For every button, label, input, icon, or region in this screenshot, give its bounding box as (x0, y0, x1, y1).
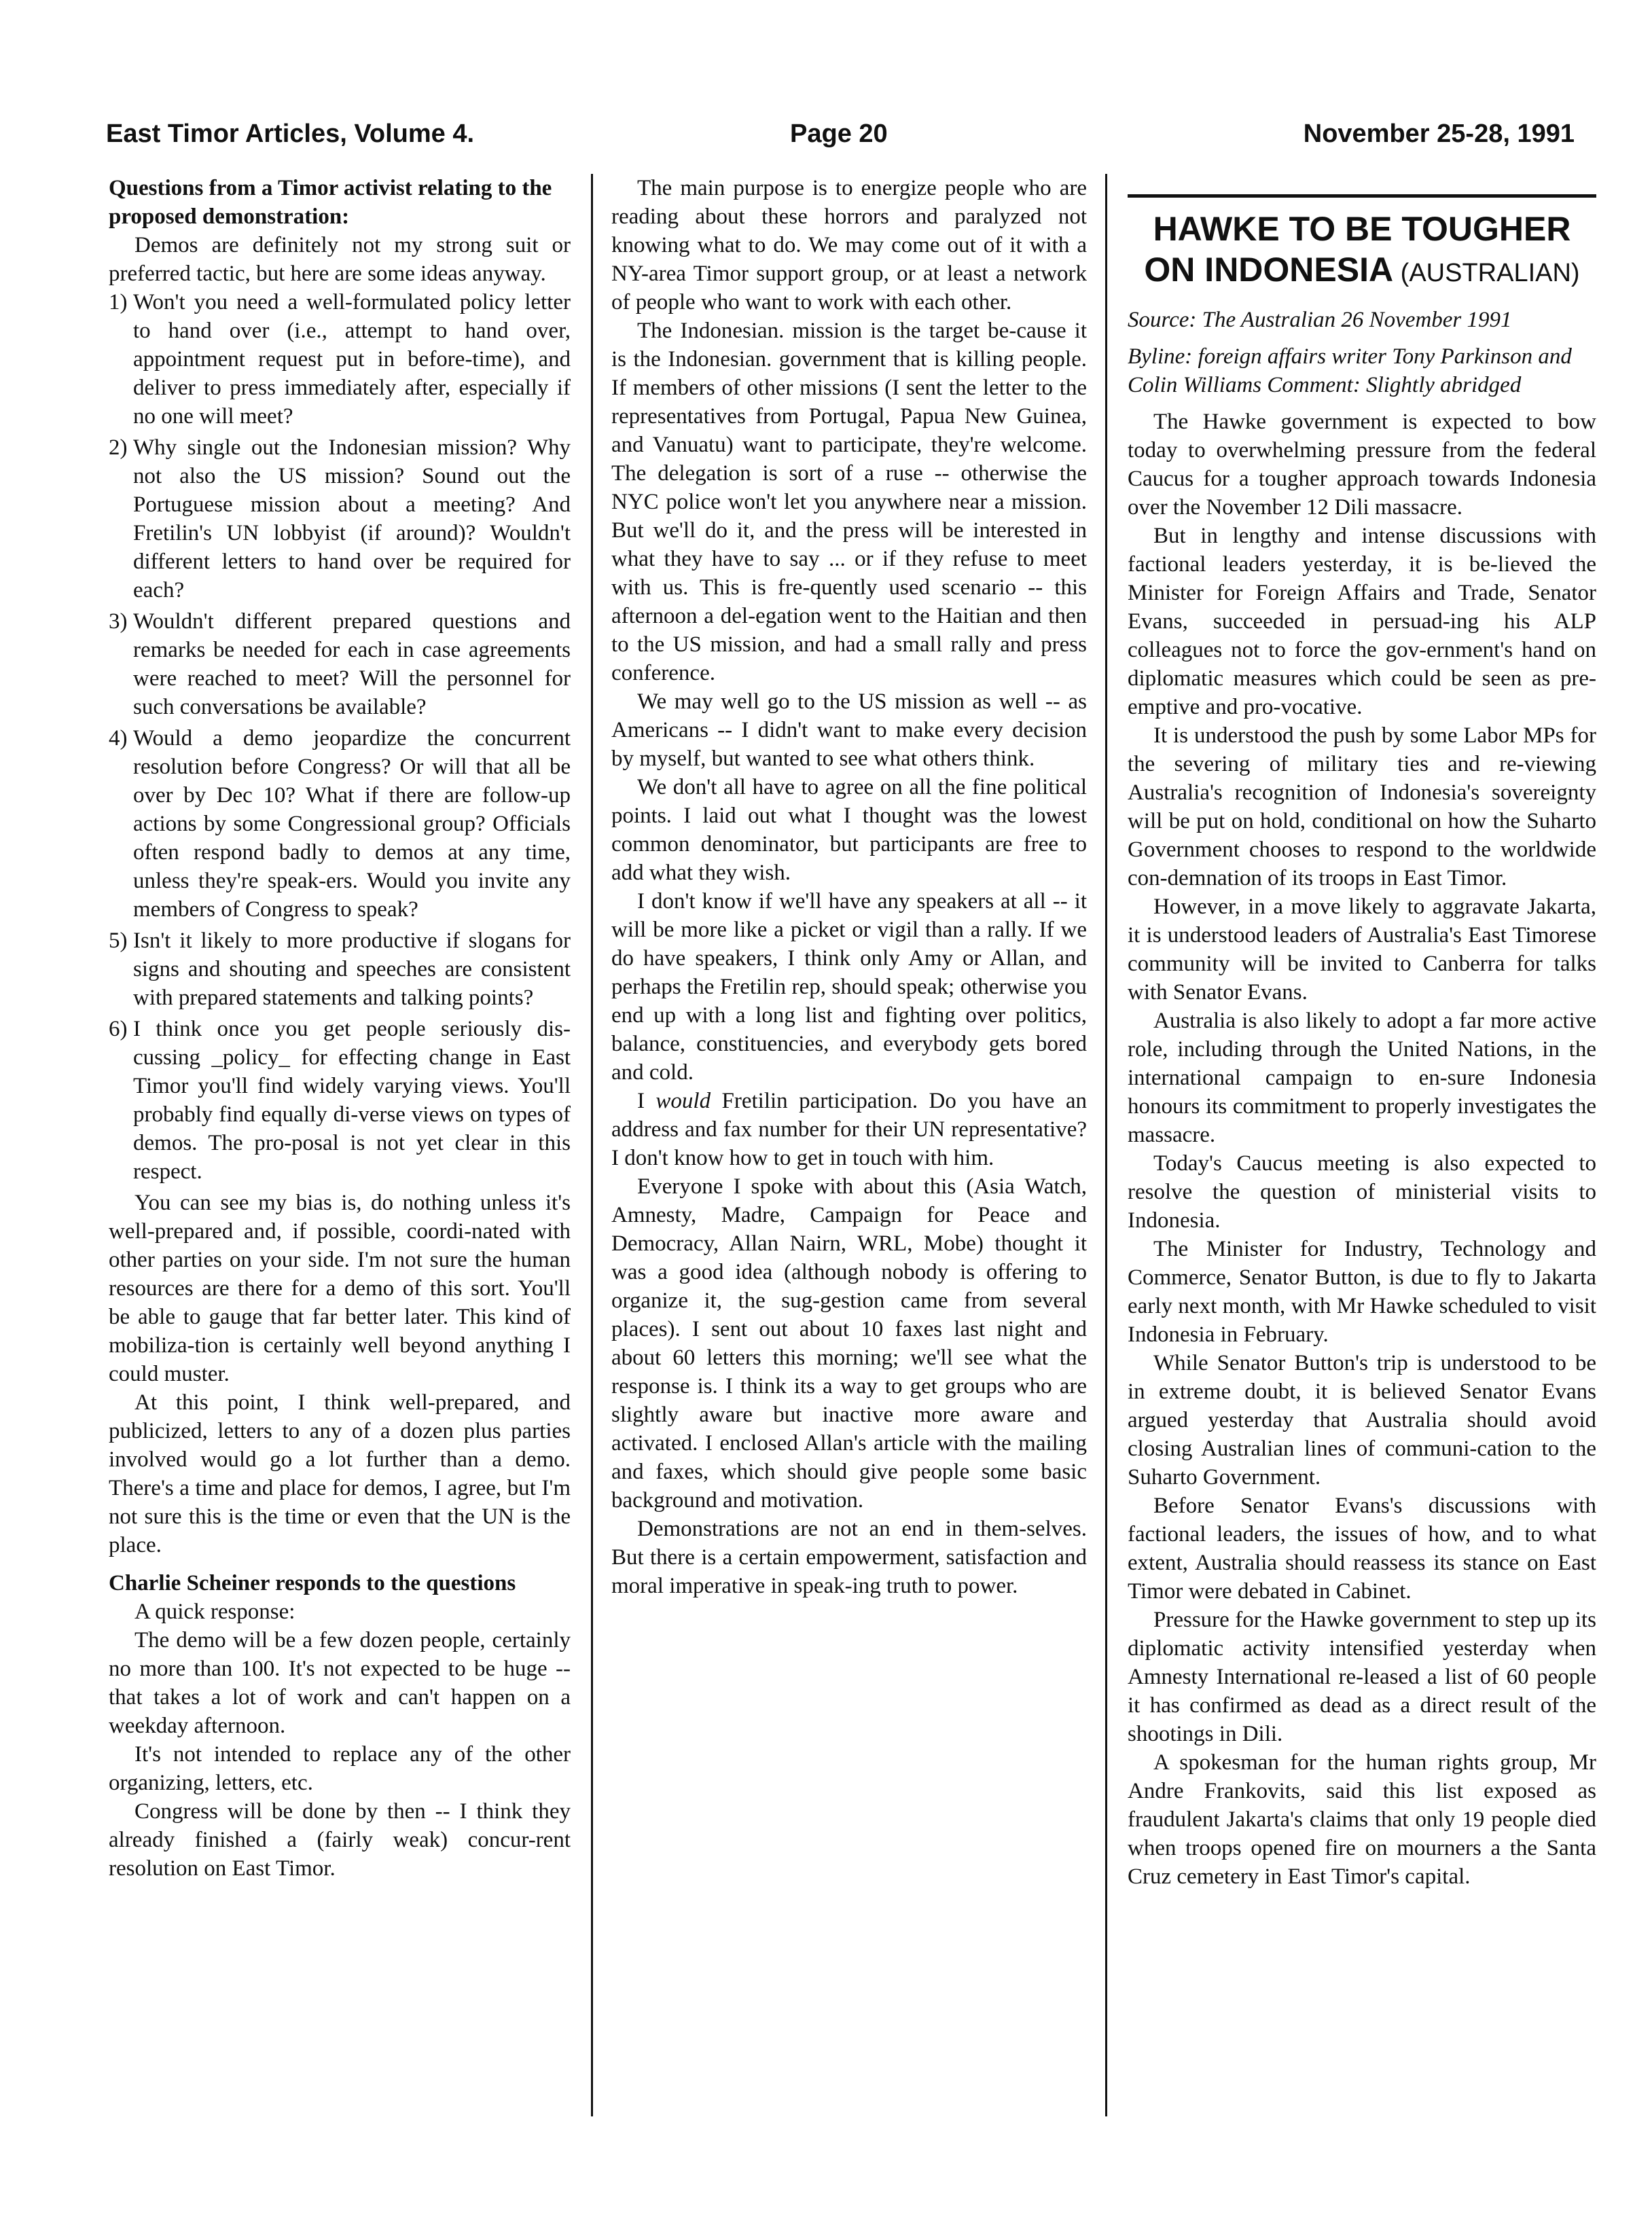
paragraph: The main purpose is to energize people who are reading about these horrors and paralyzed not knowing what to do. We may come out of it with a NY-area Timor support group, or at least a network of people who want to work with each other. (611, 176, 1087, 314)
list-item-number: 1) (109, 290, 128, 314)
list-item (109, 433, 571, 604)
list-item-number: 6) (109, 1017, 128, 1041)
headline-suffix: (AUSTRALIAN) (1393, 259, 1580, 287)
paragraph: Today's Caucus meeting is also expected to resolve the question of ministerial visits to Indonesia. (1128, 1151, 1596, 1233)
article-top-rule (1128, 194, 1596, 198)
column-left (109, 174, 571, 2116)
article-headline (1128, 209, 1596, 293)
list-item (109, 926, 571, 1012)
paragraph: At this point, I think well-prepared, and publicized, letters to any of a dozen plus parties involved would go a lot further than a demo. There's a time and place for demos, I agree, but I'm not sure this is the time or even that the UN is the place. (109, 1390, 571, 1557)
list-item (109, 607, 571, 721)
paragraph: The demo will be a few dozen people, certainly no more than 100. It's not expected to be huge -- that takes a lot of work and can't happen on a weekday afternoon. (109, 1628, 571, 1738)
text-run: Fretilin participation. Do you have an address and fax number for their UN representative? I don't know how to get in touch with him. (611, 1089, 1087, 1170)
list-item (109, 288, 571, 431)
article-byline: Byline: foreign affairs writer Tony Parkinson and Colin Williams Comment: Slightly abridged (1128, 344, 1572, 397)
paragraph: A spokesman for the human rights group, Mr Andre Frankovits, said this list exposed as fraudulent Jakarta's claims that only 19 people died when troops opened fire on mourners a the Santa Cruz cemetery in East Timor's capital. (1128, 1750, 1596, 1889)
emphasis-word: would (656, 1089, 711, 1113)
paragraph: We don't all have to agree on all the fine political points. I laid out what I thought was the lowest common denominator, but participants are free to add what they wish. (611, 775, 1087, 885)
paragraph: While Senator Button's trip is understood to be in extreme doubt, it is believed Senator Evans argued yesterday that Australia should avoid closing Australian lines of communi-cation to the Suharto Government. (1128, 1351, 1596, 1489)
paragraph (611, 1087, 1087, 1172)
paragraph: I don't know if we'll have any speakers at all -- it will be more like a picket or vigil than a rally. If we do have speakers, I think only Amy or Allan, and perhaps the Fretilin rep, should speak; otherwise you end up with a long list and fighting over politics, balance, constituencies, and everybody gets bored and cold. (611, 889, 1087, 1085)
text-run: I (637, 1089, 656, 1113)
paragraph: However, in a move likely to aggravate Jakarta, it is understood leaders of Australia's East Timorese community will be invited to Canberra for talks with Senator Evans. (1128, 895, 1596, 1005)
question-list (109, 288, 571, 1186)
column-right (1128, 174, 1596, 2116)
list-item-text: Would a demo jeopardize the concurrent resolution before Congress? Or will that all be over by Dec 10? What if there are follow-up actions by some Congressional group? Officials often respond badly to demos at any time, unless they're speak-ers. Would you invite any members of Congress to speak? (133, 726, 571, 922)
list-item-text: Isn't it likely to more productive if slogans for signs and shouting and speeches are consistent with prepared statements and talking points? (133, 928, 571, 1010)
paragraph: Everyone I spoke with about this (Asia Watch, Amnesty, Madre, Campaign for Peace and Democracy, Allan Nairn, WRL, Mobe) thought it was a good idea (although nobody is offering to organize it, the sug-gestion came from several places). I sent out about 10 faxes last night and about 60 letters this morning; we'll see what the response is. I think its a way to get groups who are slightly aware but inactive more aware and activated. I enclosed Allan's article with the mailing and faxes, which should give people some basic background and motivation. (611, 1174, 1087, 1513)
paragraph: It is understood the push by some Labor MPs for the severing of military ties and re-viewing Australia's recognition of Indonesia's sovereignty will be put on hold, conditional on how the Suharto Government chooses to respond to the worldwide con-demnation of its troops in East Timor. (1128, 723, 1596, 890)
paragraph: Demonstrations are not an end in them-selves. But there is a certain empowerment, satisfaction and moral imperative in speak-ing truth to power. (611, 1517, 1087, 1598)
page-number: Page 20 (790, 120, 888, 148)
paragraph: Before Senator Evans's discussions with factional leaders, the issues of how, and to what extent, Australia should reassess its stance on East Timor were debated in Cabinet. (1128, 1494, 1596, 1604)
list-item-number: 5) (109, 928, 128, 953)
headline-main: HAWKE TO BE TOUGHER ON INDONESIA (1144, 210, 1571, 289)
paragraph: Congress will be done by then -- I think they already finished a (fairly weak) concur-rent resolution on East Timor. (109, 1799, 571, 1881)
paragraph: Australia is also likely to adopt a far more active role, including through the United Nations, in the international campaign to en-sure Indonesia honours its commitment to properly investigates the massacre. (1128, 1009, 1596, 1147)
article-source: Source: The Australian 26 November 1991 (1128, 308, 1512, 332)
list-item-number: 3) (109, 609, 128, 634)
paragraph: The Indonesian. mission is the target be-cause it is the Indonesian. government that is killing people. If members of other missions (I sent the letter to the representatives from Portugal, Papua New Guinea, and Vanuatu) want to participate, they're welcome. The delegation is sort of a ruse -- otherwise the NYC police won't let you anywhere near a mission. But we'll do it, and the press will be interested in what they have to say ... or if they refuse to meet with us. This is fre-quently used scenario -- this afternoon a del-egation went to the Haitian and then to the US mission, and had a small rally and press conference. (611, 319, 1087, 685)
list-item (109, 1015, 571, 1186)
list-item-number: 2) (109, 435, 128, 460)
list-item-number: 4) (109, 726, 128, 751)
paragraph: Pressure for the Hawke government to step up its diplomatic activity intensified yesterday when Amnesty International re-leased a list of 60 people it has confirmed as dead as a direct result of the shootings in Dili. (1128, 1608, 1596, 1746)
list-item-text: I think once you get people seriously dis-cussing _policy_ for effecting change in East Timor you'll find widely varying views. You'll probably find equally di-verse views on types of demos. The pro-posal is not yet clear in this respect. (133, 1017, 571, 1184)
section-heading-response: Charlie Scheiner responds to the questions (109, 1571, 516, 1595)
list-item-text: Why single out the Indonesian mission? Why not also the US mission? Sound out the Portuguese mission about a meeting? And Fretilin's UN lobbyist (if around)? Wouldn't different letters to hand over be required for each? (133, 435, 571, 602)
paragraph: A quick response: (134, 1600, 295, 1624)
paragraph: The Minister for Industry, Technology and Commerce, Senator Button, is due to fly to Jakarta early next month, with Mr Hawke scheduled to visit Indonesia in February. (1128, 1237, 1596, 1347)
publication-title: East Timor Articles, Volume 4. (106, 120, 475, 148)
column-divider-left (591, 174, 593, 2116)
issue-date: November 25-28, 1991 (1303, 120, 1575, 148)
paragraph: Demos are definitely not my strong suit or preferred tactic, but here are some ideas anyway. (109, 233, 571, 286)
section-heading-questions: Questions from a Timor activist relating to the proposed demonstration: (109, 176, 552, 229)
list-item-text: Wouldn't different prepared questions and remarks be needed for each in case agreements were reached to meet? Will the personnel for such conversations be available? (133, 609, 571, 719)
paragraph: It's not intended to replace any of the other organizing, letters, etc. (109, 1742, 571, 1795)
paragraph: You can see my bias is, do nothing unless it's well-prepared and, if possible, coordi-nated with other parties on your side. I'm not sure the human resources are there for a demo of this sort. You'll be able to gauge that far better later. This kind of mobiliza-tion is certainly well beyond anything I could muster. (109, 1191, 571, 1386)
paragraph: But in lengthy and intense discussions with factional leaders yesterday, it is be-lieved the Minister for Foreign Affairs and Trade, Senator Evans, succeeded in persuad-ing his ALP colleagues not to force the gov-ernment's hand on diplomatic measures which could be seen as pre-emptive and pro-vocative. (1128, 524, 1596, 719)
paragraph: The Hawke government is expected to bow today to overwhelming pressure from the federal Caucus for a tougher approach towards Indonesia over the November 12 Dili massacre. (1128, 410, 1596, 520)
list-item-text: Won't you need a well-formulated policy letter to hand over (i.e., attempt to hand over, appointment request put in before-time), and deliver to press immediately after, especially if no one will meet? (133, 290, 571, 429)
page-header (101, 114, 1575, 162)
paragraph: We may well go to the US mission as well -- as Americans -- I didn't want to make every decision by myself, but wanted to see what others think. (611, 689, 1087, 771)
column-middle (611, 174, 1087, 2116)
column-divider-right (1105, 174, 1107, 2116)
list-item (109, 724, 571, 924)
